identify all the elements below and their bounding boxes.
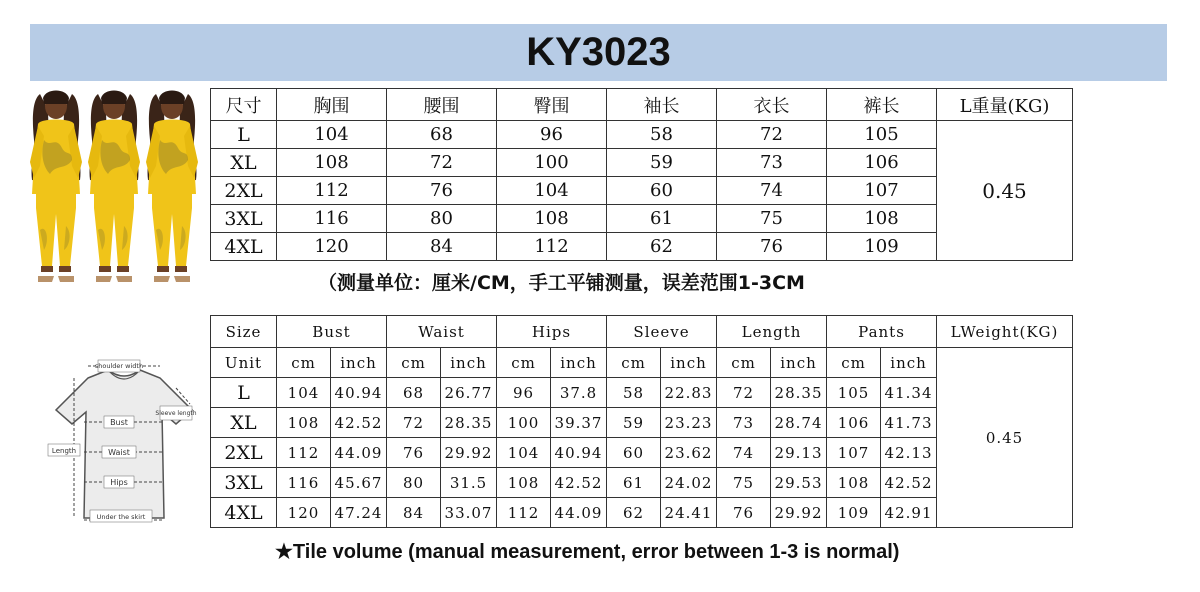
table-cell: 108 [497,205,607,233]
table-cell: 28.35 [441,408,497,438]
table-cell: 42.52 [881,468,937,498]
measurement-note-cn: （测量单位：厘米/CM，手工平铺测量，误差范围1-3CM [318,272,805,294]
bust-label: Bust [110,418,128,427]
table-cell: 33.07 [441,498,497,528]
table-cell: 96 [497,378,551,408]
table-cell: 47.24 [331,498,387,528]
table-cell: 44.09 [331,438,387,468]
table-cell: 31.5 [441,468,497,498]
table-cell: 41.73 [881,408,937,438]
table-cell: 84 [387,233,497,261]
table-cell: 72 [387,149,497,177]
table-cell: 28.35 [771,378,827,408]
table-cell: 62 [607,498,661,528]
unit-cm: cm [497,348,551,378]
table-cell: 73 [717,408,771,438]
unit-label: Unit [211,348,277,378]
table-cell: 74 [717,177,827,205]
table-cell: 120 [277,233,387,261]
table-cell: 45.67 [331,468,387,498]
table-cell: 75 [717,468,771,498]
header-cell: LWeight(KG) [937,316,1073,348]
table-cell: 22.83 [661,378,717,408]
table-cell: 73 [717,149,827,177]
table-cell: 112 [277,438,331,468]
title-banner [30,24,1167,81]
table-cell: 112 [497,498,551,528]
shoulder-label: shoulder width [94,362,144,370]
size-cell: 2XL [211,438,277,468]
header-cell: 尺寸 [211,89,277,121]
table-cell: 108 [497,468,551,498]
weight-cell: 0.45 [937,348,1073,528]
table-cell: 61 [607,468,661,498]
table-cell: 37.8 [551,378,607,408]
header-cell: Sleeve [607,316,717,348]
table-cell: 72 [717,121,827,149]
header-cell: Length [717,316,827,348]
table-cell: 100 [497,408,551,438]
unit-inch: inch [441,348,497,378]
model-figure-2 [88,91,140,283]
table-cell: 105 [827,378,881,408]
table-cell: 76 [387,177,497,205]
table-cell: 107 [827,177,937,205]
table-cell: 28.74 [771,408,827,438]
table-cell: 80 [387,468,441,498]
header-cell: 臀围 [497,89,607,121]
unit-cm: cm [607,348,661,378]
table-cell: 44.09 [551,498,607,528]
header-cell: 裤长 [827,89,937,121]
size-cell: XL [211,408,277,438]
header-cell: Size [211,316,277,348]
table-cell: 42.91 [881,498,937,528]
table-cell: 29.92 [771,498,827,528]
waist-label: Waist [108,448,130,457]
table-cell: 40.94 [331,378,387,408]
table-cell: 40.94 [551,438,607,468]
unit-inch: inch [881,348,937,378]
unit-cm: cm [827,348,881,378]
size-cell: XL [211,149,277,177]
table-cell: 112 [497,233,607,261]
table-cell: 62 [607,233,717,261]
table-cell: 116 [277,468,331,498]
unit-inch: inch [331,348,387,378]
table-cell: 58 [607,378,661,408]
table-cell: 106 [827,149,937,177]
table-cell: 75 [717,205,827,233]
table-cell: 104 [497,177,607,205]
table-cell: 29.53 [771,468,827,498]
unit-inch: inch [661,348,717,378]
table-cell: 59 [607,149,717,177]
model-photo [20,86,208,294]
table-cell: 26.77 [441,378,497,408]
size-cell: 3XL [211,205,277,233]
header-cell: 腰围 [387,89,497,121]
hips-label: Hips [110,478,128,487]
product-code: KY3023 [526,30,671,74]
table-cell: 106 [827,408,881,438]
table-cell: 74 [717,438,771,468]
sleeve-label: Sleeve length [155,410,197,417]
table-cell: 68 [387,121,497,149]
unit-inch: inch [771,348,827,378]
table-cell: 109 [827,498,881,528]
unit-cm: cm [717,348,771,378]
table-cell: 108 [277,408,331,438]
header-cell: Bust [277,316,387,348]
table-cell: 24.02 [661,468,717,498]
table-cell: 23.23 [661,408,717,438]
table-cell: 116 [277,205,387,233]
header-cell: 袖长 [607,89,717,121]
table-cell: 76 [387,438,441,468]
table-cell: 84 [387,498,441,528]
size-cell: L [211,378,277,408]
table-cell: 104 [277,378,331,408]
table-header-row [211,89,1073,121]
table-cell: 42.52 [551,468,607,498]
table-cell: 104 [277,121,387,149]
table-cell: 41.34 [881,378,937,408]
header-cell: Pants [827,316,937,348]
unit-cm: cm [387,348,441,378]
table-cell: 112 [277,177,387,205]
table-cell: 108 [827,205,937,233]
table-cell: 24.41 [661,498,717,528]
table-row [211,121,1073,149]
header-cell: 胸围 [277,89,387,121]
table-header-row [211,316,1073,348]
table-cell: 96 [497,121,607,149]
table-cell: 29.92 [441,438,497,468]
hem-label: Under the skirt [96,513,146,521]
size-cell: 3XL [211,468,277,498]
size-cell: 4XL [211,498,277,528]
table-cell: 58 [607,121,717,149]
size-cell: 2XL [211,177,277,205]
size-table-cn [210,88,1073,261]
table-cell: 109 [827,233,937,261]
table-cell: 61 [607,205,717,233]
length-label: Length [51,447,77,455]
weight-cell: 0.45 [937,121,1073,261]
table-cell: 23.62 [661,438,717,468]
table-cell: 42.13 [881,438,937,468]
unit-row [211,348,1073,378]
table-cell: 39.37 [551,408,607,438]
table-cell: 59 [607,408,661,438]
table-cell: 29.13 [771,438,827,468]
table-cell: 60 [607,438,661,468]
measurement-diagram [44,358,204,528]
size-cell: 4XL [211,233,277,261]
model-figure-3 [146,91,198,283]
unit-inch: inch [551,348,607,378]
table-cell: 72 [717,378,771,408]
size-cell: L [211,121,277,149]
header-cell: 衣长 [717,89,827,121]
table-cell: 42.52 [331,408,387,438]
table-cell: 100 [497,149,607,177]
table-cell: 80 [387,205,497,233]
table-cell: 108 [277,149,387,177]
table-cell: 105 [827,121,937,149]
table-cell: 107 [827,438,881,468]
table-cell: 60 [607,177,717,205]
header-cell: Hips [497,316,607,348]
size-table-en [210,315,1073,528]
table-cell: 104 [497,438,551,468]
table-cell: 108 [827,468,881,498]
header-cell: Waist [387,316,497,348]
table-cell: 76 [717,498,771,528]
unit-cm: cm [277,348,331,378]
model-figure-1 [30,91,82,283]
table-cell: 72 [387,408,441,438]
measurement-note-en: ★Tile volume (manual measurement, error between 1-3 is normal) [275,541,900,563]
header-cell: L重量(KG) [937,89,1073,121]
table-cell: 120 [277,498,331,528]
table-cell: 76 [717,233,827,261]
table-cell: 68 [387,378,441,408]
